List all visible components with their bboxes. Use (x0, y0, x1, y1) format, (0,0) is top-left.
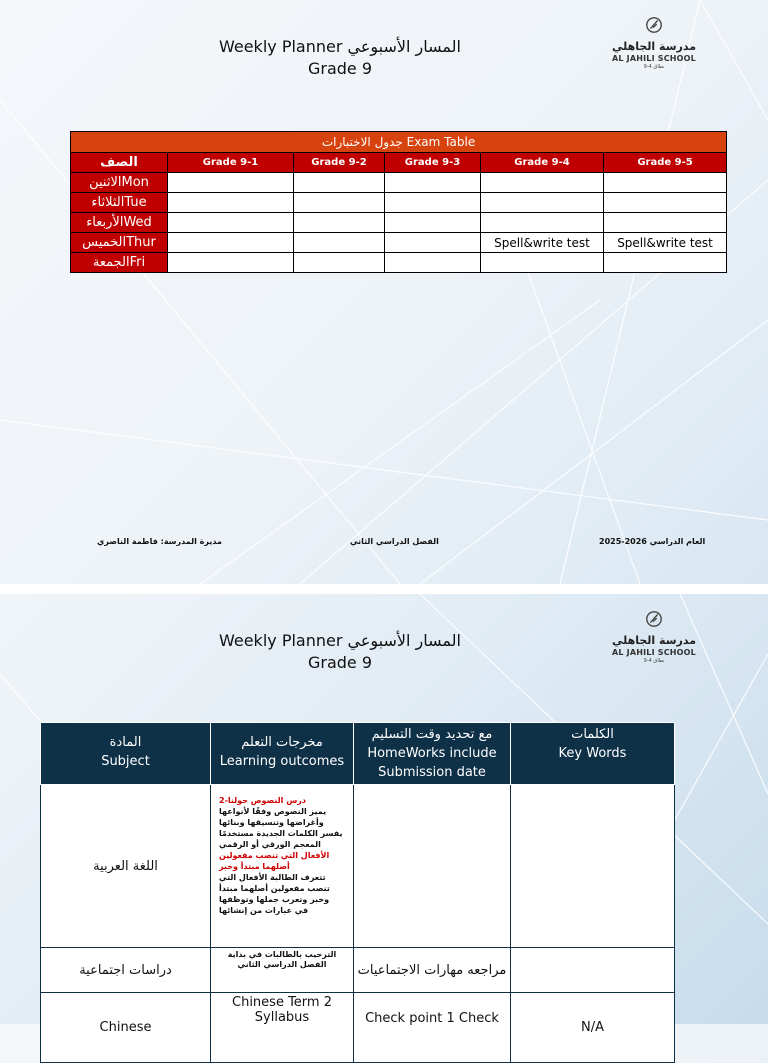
school-logo (599, 16, 709, 71)
learning-outcomes-cell: Chinese Term 2 Syllabus (211, 993, 354, 1063)
day-label: الخميسThur (71, 233, 168, 253)
grade-column-header: الصف (71, 153, 168, 173)
grade-line: Grade 9 (307, 59, 373, 78)
exam-cell (385, 233, 481, 253)
title-line: Weekly Planner المسار الأسبوعي (218, 37, 461, 56)
school-name-en: AL JAHILI SCHOOL (611, 54, 696, 63)
exam-cell (481, 173, 604, 193)
exam-cell (294, 233, 385, 253)
header-ar: مخرجات التعلم (241, 735, 323, 750)
exam-row (71, 233, 727, 253)
header-ar: المادة (109, 735, 142, 750)
exam-table-caption: جدول الاختبارات Exam Table (71, 132, 727, 153)
header-en: Learning outcomes (219, 754, 345, 769)
exam-cell (604, 213, 727, 233)
exam-header-row (71, 153, 727, 173)
school-name-ar: مدرسة الجاهلي (611, 634, 697, 647)
exam-cell (168, 193, 294, 213)
learning-outcomes-header (211, 723, 354, 785)
grade-header: Grade 9-3 (385, 153, 481, 173)
header-en: Subject (101, 754, 150, 769)
outcome-line: درس النصوص حولنا-2 (219, 796, 306, 805)
exam-row (71, 173, 727, 193)
keywords-cell: N/A (511, 993, 675, 1063)
exam-table (70, 131, 727, 273)
outcome-line: الأفعال التي تنصب مفعولين أصلهما مبتدأ وخبر (219, 851, 330, 871)
outcome-line: يفسر الكلمات الجديدة مستخدمًا المعجم الورقي أو الرقمي (219, 829, 343, 849)
header-ar: مع تحديد وقت التسليم (371, 727, 493, 742)
exam-cell (385, 213, 481, 233)
exam-cell (481, 253, 604, 273)
page-title (0, 630, 680, 674)
exam-row (71, 213, 727, 233)
grade-header: Grade 9-5 (604, 153, 727, 173)
academic-year: العام الدراسي 2026-2025 (599, 537, 706, 546)
exam-cell (168, 233, 294, 253)
header-en: HomeWorks include Submission date (367, 746, 497, 780)
exam-cell (294, 213, 385, 233)
subject-cell: اللغة العربية (41, 785, 211, 948)
page-separator (0, 584, 768, 594)
page-title (0, 36, 680, 80)
day-label: الجمعةFri (71, 253, 168, 273)
exam-cell (168, 253, 294, 273)
exam-row (71, 193, 727, 213)
grade-header: Grade 9-1 (168, 153, 294, 173)
grade-header: Grade 9-2 (294, 153, 385, 173)
exam-cell (168, 173, 294, 193)
homework-cell: مراجعه مهارات الاجتماعيات (354, 948, 511, 993)
school-cycle: نطاق 4-9 (643, 658, 665, 664)
planner-page-2 (0, 594, 768, 1035)
quill-icon (645, 610, 663, 628)
exam-cell (168, 213, 294, 233)
exam-cell (481, 193, 604, 213)
planner-header-row (41, 723, 675, 785)
exam-cell (604, 193, 727, 213)
outcome-line: تتعرف الطالبة الأفعال التي تنصب مفعولين أصلهما مبتدأ وخبر وتعرب جملها وتوظفها في عبارات من إنشائها (219, 873, 330, 915)
school-cycle: نطاق 4-9 (643, 64, 665, 70)
exam-cell (385, 253, 481, 273)
homework-header (354, 723, 511, 785)
planner-row (41, 993, 675, 1063)
exam-cell (294, 253, 385, 273)
school-logo (599, 610, 709, 665)
homework-cell (354, 785, 511, 948)
exam-cell (604, 253, 727, 273)
principal-name: مديرة المدرسة: فاطمة الناصري (97, 537, 222, 546)
subject-cell: Chinese (41, 993, 211, 1063)
homework-cell: Check point 1 Check (354, 993, 511, 1063)
school-name-ar: مدرسة الجاهلي (611, 40, 697, 53)
exam-cell: Spell&write test (481, 233, 604, 253)
title-line: Weekly Planner المسار الأسبوعي (218, 631, 461, 650)
learning-outcomes-cell: الترحيب بالطالبات في بداية الفصل الدراسي الثاني (211, 948, 354, 993)
keywords-cell (511, 948, 675, 993)
planner-row (41, 785, 675, 948)
quill-icon (645, 16, 663, 34)
day-label: الثلاثاءTue (71, 193, 168, 213)
day-label: الاثنينMon (71, 173, 168, 193)
exam-cell (604, 173, 727, 193)
exam-cell (294, 173, 385, 193)
school-name-en: AL JAHILI SCHOOL (611, 648, 696, 657)
keywords-cell (511, 785, 675, 948)
grade-line: Grade 9 (307, 653, 373, 672)
exam-cell (481, 213, 604, 233)
exam-cell (385, 173, 481, 193)
exam-cell (385, 193, 481, 213)
key-words-header (511, 723, 675, 785)
weekly-planner-table (40, 722, 675, 1063)
exam-cell (294, 193, 385, 213)
exam-row (71, 253, 727, 273)
grade-header: Grade 9-4 (481, 153, 604, 173)
header-ar: الكلمات (571, 727, 614, 742)
outcome-line: يميز النصوص وفقًا لأنواعها وأغراضها وتنسيقها وبنائها (219, 807, 327, 827)
subject-cell: دراسات اجتماعية (41, 948, 211, 993)
learning-outcomes-cell (211, 785, 354, 948)
day-label: الأربعاءWed (71, 213, 168, 233)
planner-row (41, 948, 675, 993)
header-en: Key Words (558, 746, 627, 761)
subject-header (41, 723, 211, 785)
term-label: الفصل الدراسي الثاني (350, 537, 439, 546)
exam-cell: Spell&write test (604, 233, 727, 253)
